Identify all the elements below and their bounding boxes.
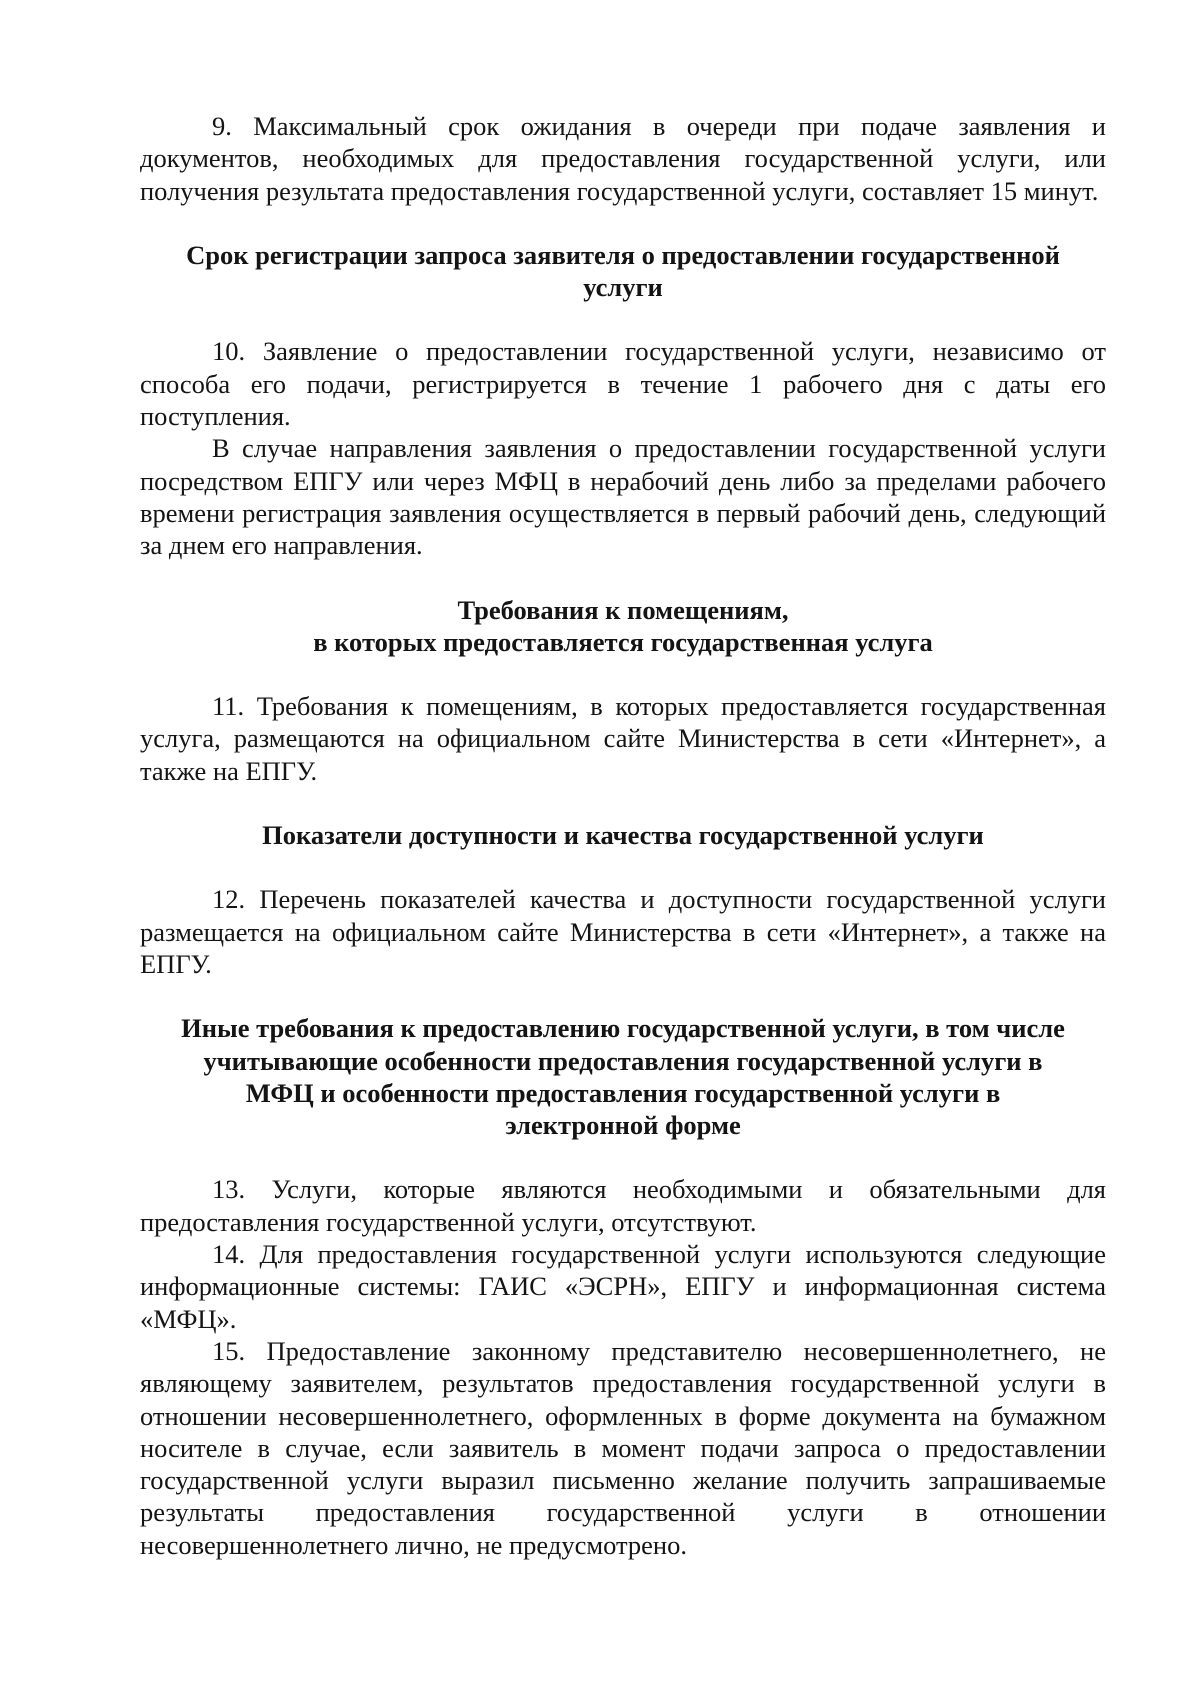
document-body: [140, 110, 1106, 1561]
heading-line: электронной форме: [505, 1110, 741, 1141]
paragraph-10: 10. Заявление о предоставлении государственной услуги, независимо от способа его подачи, регистрируется в течение 1 рабочего дня с даты его поступления.: [140, 336, 1106, 432]
paragraph-9: 9. Максимальный срок ожидания в очереди при подаче заявления и документов, необходимых для предоставления государственной услуги, или получения результата предоставления государственной услуги, составляет 15 минут.: [140, 111, 1106, 206]
paragraph-11: 11. Требования к помещениям, в которых предоставляется государственная услуга, размещаются на официальном сайте Министерства в сети «Интернет», а также на ЕПГУ.: [140, 691, 1106, 786]
heading-line: МФЦ и особенности предоставления государственной услуги в: [245, 1077, 1001, 1108]
heading-line: услуги: [583, 272, 663, 303]
heading-line: Требования к помещениям,: [457, 594, 789, 625]
heading-line: учитывающие особенности предоставления государственной услуги в: [203, 1045, 1043, 1076]
heading-line: Иные требования к предоставлению государственной услуги, в том числе: [181, 1013, 1065, 1044]
paragraph-10-continued: В случае направления заявления о предоставлении государственной услуги посредством ЕПГУ или через МФЦ в нерабочий день либо за пределами рабочего времени регистрация заявления осуществляется в первый рабочий день, следующий за днем его направления.: [140, 433, 1106, 561]
heading-premises-requirements: [140, 594, 1106, 659]
heading-registration-term: [140, 239, 1106, 304]
paragraph-15: 15. Предоставление законному представителю несовершеннолетнего, не являющему заявителем, результатов предоставления государственной услуги в отношении несовершеннолетнего, оформленных в форме документа на бумажном носителе в случае, если заявитель в момент подачи запроса о предоставлении государственной услуги выразил письменно желание получить запрашиваемые результаты предоставления государственной услуги в отношении несовершеннолетнего лично, не предусмотрено.: [140, 1335, 1106, 1560]
heading-other-requirements: [140, 1012, 1106, 1141]
heading-line: Показатели доступности и качества государственной услуги: [262, 820, 984, 851]
paragraph-13: 13. Услуги, которые являются необходимыми и обязательными для предоставления государственной услуги, отсутствуют.: [140, 1174, 1106, 1237]
heading-line: Срок регистрации запроса заявителя о предоставлении государственной: [186, 239, 1060, 270]
heading-line: в которых предоставляется государственная услуга: [313, 626, 933, 657]
paragraph-14: 14. Для предоставления государственной услуги используются следующие информационные системы: ГАИС «ЭСРН», ЕПГУ и информационная система «МФЦ».: [140, 1239, 1106, 1334]
paragraph-12: 12. Перечень показателей качества и доступности государственной услуги размещается на официальном сайте Министерства в сети «Интернет», а также на ЕПГУ.: [140, 884, 1106, 979]
heading-quality-indicators: [140, 819, 1106, 851]
